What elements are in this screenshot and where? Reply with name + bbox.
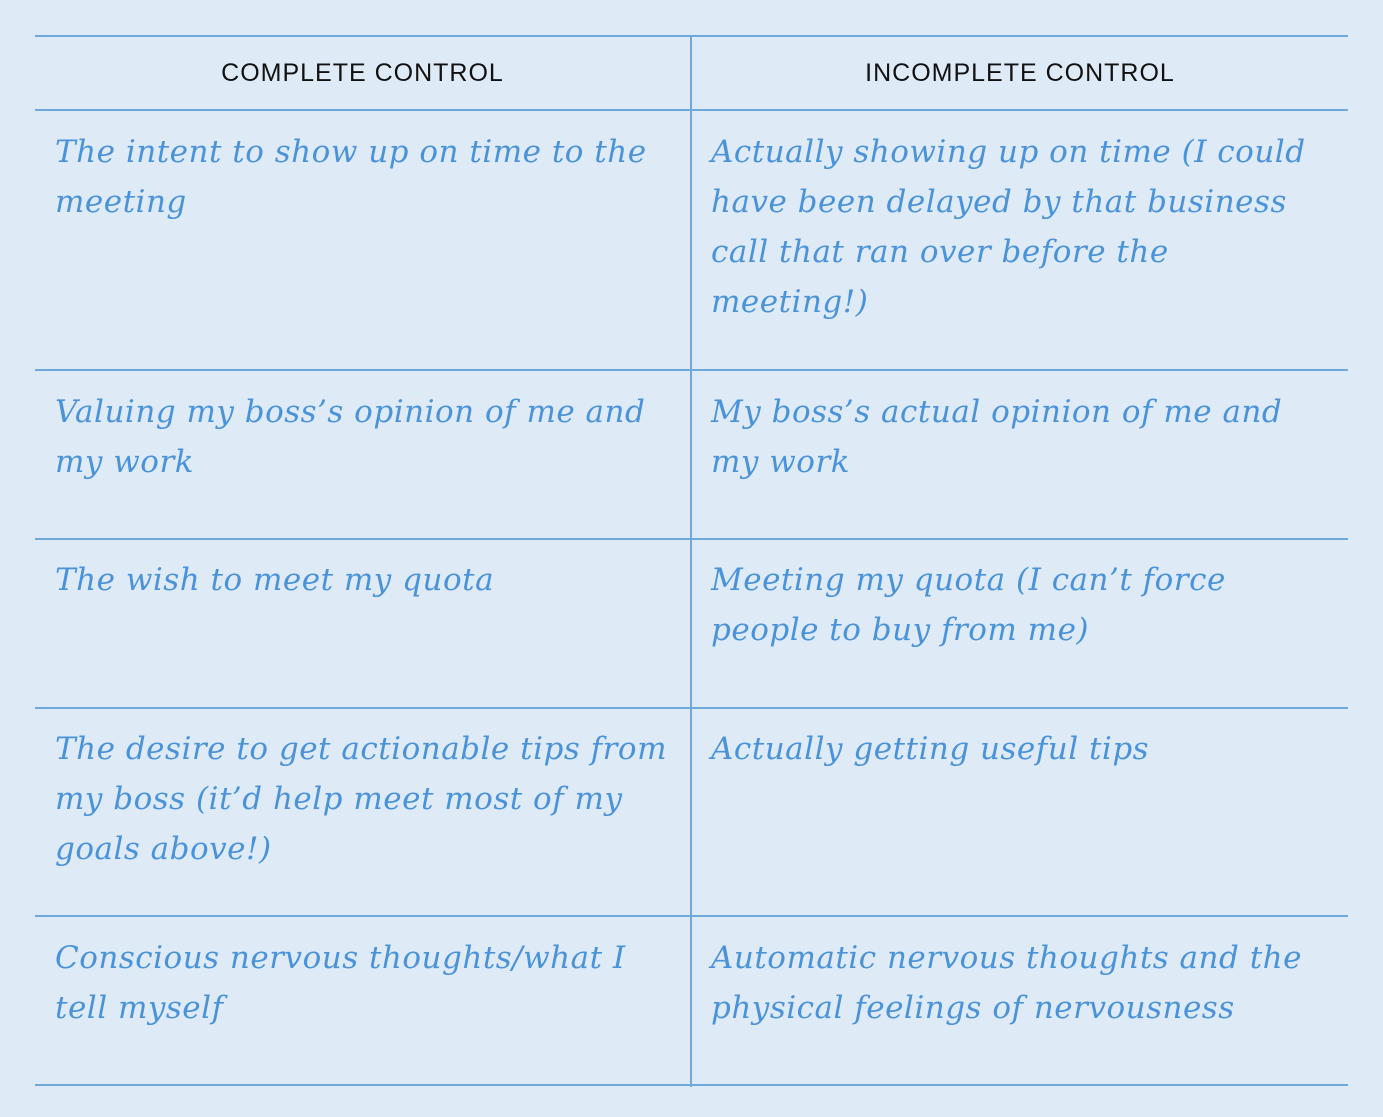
cell-incomplete-row-2: My boss’s actual opinion of me and my work bbox=[711, 394, 1283, 480]
cell-incomplete-row-3: Meeting my quota (I can’t force people to buy from me) bbox=[711, 562, 1226, 648]
cell-complete-row-5: Conscious nervous thoughts/what I tell myself bbox=[55, 940, 626, 1026]
header-complete-control: COMPLETE CONTROL bbox=[221, 59, 504, 87]
cell-incomplete-row-4: Actually getting useful tips bbox=[711, 731, 1150, 767]
cell-complete-row-3: The wish to meet my quota bbox=[55, 562, 495, 598]
control-table bbox=[35, 35, 1348, 1087]
cell-complete-row-2: Valuing my boss’s opinion of me and my work bbox=[55, 394, 646, 480]
cell-incomplete-row-5: Automatic nervous thoughts and the physical feelings of nervousness bbox=[711, 940, 1302, 1026]
column-divider bbox=[690, 35, 692, 1087]
header-incomplete-control: INCOMPLETE CONTROL bbox=[865, 59, 1175, 87]
cell-complete-row-1: The intent to show up on time to the meeting bbox=[55, 134, 647, 220]
cell-complete-row-4: The desire to get actionable tips from my boss (it’d help meet most of my goals above!) bbox=[55, 731, 667, 867]
cell-incomplete-row-1: Actually showing up on time (I could have been delayed by that business call that ran over before the meeting!) bbox=[711, 134, 1306, 320]
